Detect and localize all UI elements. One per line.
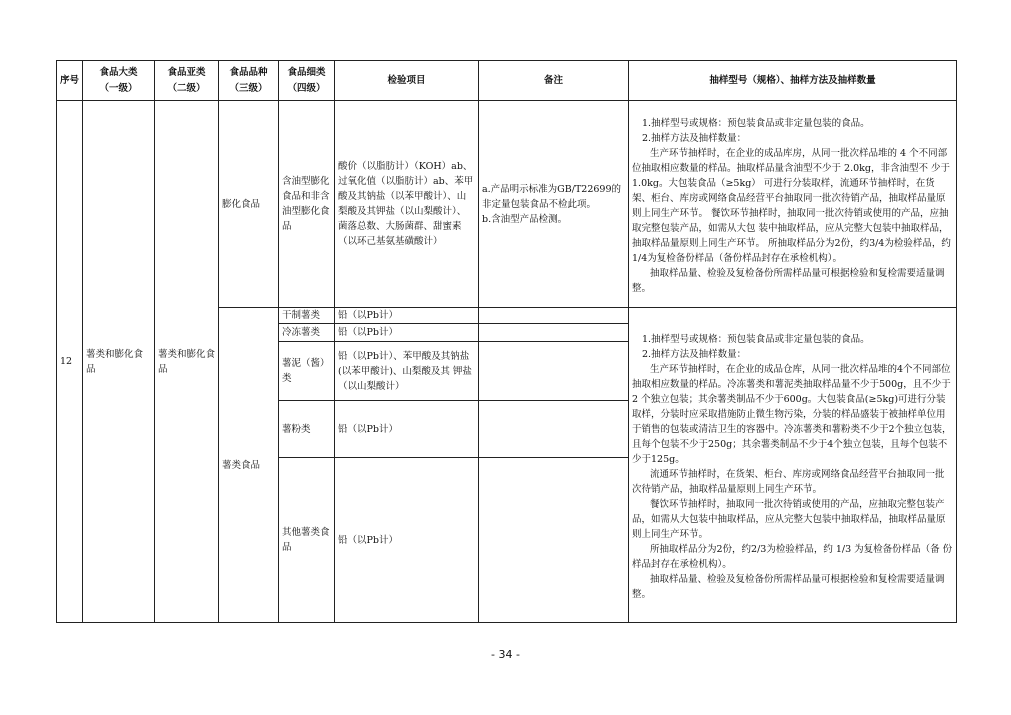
tuber-remarks-5 (479, 458, 629, 623)
header-remarks: 备注 (479, 61, 629, 101)
header-sampling: 抽样型号（规格）、抽样方法及抽样数量 (629, 61, 957, 101)
tuber-items-1: 铅（以Pb计） (335, 308, 479, 324)
tuber-cat3: 薯类食品 (219, 308, 279, 623)
tuber-remarks-3 (479, 342, 629, 401)
tuber-cat4-5: 其他薯类食品 (279, 458, 335, 623)
tuber-cat4-2: 冷冻薯类 (279, 324, 335, 342)
tuber-remarks-1 (479, 308, 629, 324)
tuber-sampling-5: 餐饮环节抽样时，抽取同一批次待销或使用的产品，应抽取完整包装产品，如需从大包装中抽取样品，应从完整大包装中抽取样品，抽取样品量原则上同生产环节。 (632, 499, 946, 540)
header-cat2 (155, 61, 219, 101)
header-cat4 (279, 61, 335, 101)
puffed-sampling-3: 生产环节抽样时，在企业的成品库房，从同一批次样品堆的 4 个不同部位抽取相应数量的样品。抽取样品量含油型不少于 2.0kg，非含油型不 少于 1.0kg。大包装食品（≥5kg） 可进行分装取样，流通环节抽样时，在货架、柜台、库房或网络食品经营平台抽取同一批次待销产品，抽取样品量原则上同生产环节。 餐饮环节抽样时，抽取同一批次待销或使用的产品，应抽取完整包装产品，如需从大包 装中抽取样品，应从完整大包装中抽取样品，抽取样品量原则上同生产环节。 所抽取样品分为2份，约3/4为检验样品，约1/4为复检备份样品（备份样品封存在承检机构）。 (632, 148, 951, 264)
header-cat1 (83, 61, 155, 101)
puffed-cat4: 含油型膨化食品和非含油型膨化食品 (279, 101, 335, 308)
header-cat4-level: （四级） (287, 82, 326, 94)
sampling-table (56, 60, 957, 623)
header-cat4-label: 食品细类 (287, 66, 326, 78)
header-cat3-level: （三级） (229, 82, 268, 94)
tuber-items-2: 铅（以Pb计） (335, 324, 479, 342)
tuber-sampling-1: 1.抽样型号或规格：预包装食品或非定量包装的食品。 (642, 334, 870, 345)
puffed-sampling (629, 101, 957, 308)
tuber-cat4-3: 薯泥（酱）类 (279, 342, 335, 401)
row-cat1: 薯类和膨化食品 (83, 101, 155, 623)
tuber-sampling (629, 308, 957, 623)
puffed-remark-b: b.含油型产品检测。 (482, 213, 568, 225)
row-no: 12 (57, 101, 83, 623)
tuber-remarks-2 (479, 324, 629, 342)
page-number: - 34 - (491, 648, 520, 661)
header-row (57, 61, 957, 101)
puffed-sampling-2: 2.抽样方法及抽样数量： (642, 133, 747, 144)
row-cat2: 薯类和膨化食品 (155, 101, 219, 623)
header-cat3-label: 食品品种 (229, 66, 268, 78)
tuber-remarks-4 (479, 401, 629, 458)
tuber-sampling-7: 抽取样品量、检验及复检备份所需样品量可根据检验和复检需要适量调整。 (632, 574, 945, 600)
table-row-puffed (57, 101, 957, 308)
tuber-sampling-6: 所抽取样品分为2份，约2/3为检验样品，约 1/3 为复检备份样品（备 份样品封存在承检机构）。 (632, 544, 953, 570)
tuber-sampling-2: 2.抽样方法及抽样数量： (642, 349, 747, 360)
tuber-items-4: 铅（以Pb计） (335, 401, 479, 458)
puffed-remarks (479, 101, 629, 308)
puffed-sampling-4: 抽取样品量、检验及复检备份所需样品量可根据检验和复检需要适量调整。 (632, 268, 945, 294)
header-cat2-level: （二级） (167, 82, 206, 94)
tuber-cat4-4: 薯粉类 (279, 401, 335, 458)
tuber-items-3: 铅（以Pb计）、苯甲酸及其钠盐(以苯甲酸计)、山梨酸及其 钾盐（以山梨酸计） (335, 342, 479, 401)
header-no: 序号 (57, 61, 83, 101)
tuber-items-5: 铅（以Pb计） (335, 458, 479, 623)
header-cat1-level: （一级） (99, 82, 138, 94)
puffed-cat3: 膨化食品 (219, 101, 279, 308)
puffed-remark-a: a.产品明示标准为GB/T22699的非定量包装食品不检此项。 (482, 183, 622, 210)
header-cat2-label: 食品亚类 (167, 66, 206, 78)
tuber-sampling-3: 生产环节抽样时，在企业的成品仓库，从同一批次样品堆的4个不同部位抽取相应数量的样品。冷冻薯类和薯泥类抽取样品量不少于500g，且不少于 2 个独立包装；其余薯类制品不少于600g。大包装食品(≥5kg)可进行分装取样，分装时应采取措施防止微生物污染，分装的样品盛装于被抽样单位用于销售的包装或清洁卫生的容器中。冷冻薯类和薯粉类不少于2个独立包装，且每个包装不少于250g；其余薯类制品不少于4个独立包装，且每个包装不少于125g。 (632, 364, 952, 465)
puffed-items: 酸价（以脂肪计）（KOH）ab、过氧化值（以脂肪计）ab、苯甲酸及其钠盐（以苯甲酸计）、山梨酸及其钾盐（以山梨酸计）、菌落总数、大肠菌群、甜蜜素（以环己基氨基磺酸计） (335, 101, 479, 308)
tuber-sampling-4: 流通环节抽样时，在货架、柜台、库房或网络食品经营平台抽取同一批次待销产品，抽取样品量原则上同生产环节。 (632, 469, 945, 495)
header-cat3 (219, 61, 279, 101)
tuber-cat4-1: 干制薯类 (279, 308, 335, 324)
header-items: 检验项目 (335, 61, 479, 101)
header-cat1-label: 食品大类 (99, 66, 138, 78)
puffed-sampling-1: 1.抽样型号或规格：预包装食品或非定量包装的食品。 (642, 118, 870, 129)
